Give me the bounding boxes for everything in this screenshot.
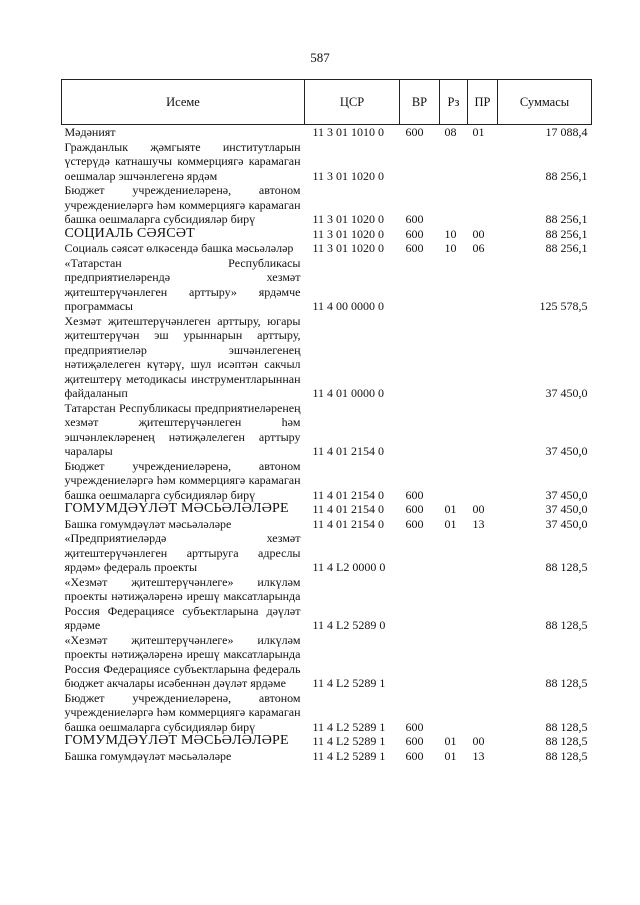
cell-sum: 125 578,5 bbox=[539, 299, 588, 313]
table-row bbox=[62, 227, 592, 242]
header-sum: Суммасы bbox=[498, 80, 592, 125]
cell-rz bbox=[440, 256, 468, 314]
cell-name: Мәдәният bbox=[62, 125, 305, 140]
cell-sum: 17 088,4 bbox=[545, 125, 588, 139]
cell-vr: 600 bbox=[405, 241, 424, 255]
cell-vr: 600 bbox=[405, 748, 424, 763]
cell-pr bbox=[468, 633, 498, 691]
cell-pr: 01 bbox=[472, 125, 485, 139]
cell-csr: 11 3 01 1020 0 bbox=[312, 226, 385, 241]
table-row bbox=[62, 633, 592, 691]
cell-rz: 01 bbox=[444, 516, 457, 531]
table-row bbox=[62, 140, 592, 184]
cell-vr bbox=[400, 531, 440, 575]
header-name: Исеме bbox=[62, 80, 305, 125]
table-row bbox=[62, 314, 592, 401]
cell-name: Бюджет учреждениеләренә, автоном учреждениеләргә һәм коммерциягә карамаган башка оешмаларга субсидияләр бирү bbox=[64, 183, 301, 226]
cell-rz: 01 bbox=[444, 502, 457, 516]
cell-rz: 10 bbox=[444, 226, 457, 241]
cell-vr: 600 bbox=[405, 487, 424, 502]
cell-pr bbox=[468, 256, 498, 314]
cell-pr bbox=[468, 140, 498, 184]
cell-vr bbox=[400, 314, 440, 401]
cell-name: Башка гомумдәүләт мәсьәләләре bbox=[64, 516, 232, 531]
cell-csr: 11 3 01 1010 0 bbox=[312, 125, 385, 139]
cell-csr: 11 4 01 2154 0 bbox=[312, 444, 385, 458]
cell-pr: 06 bbox=[472, 241, 485, 255]
cell-pr bbox=[468, 531, 498, 575]
cell-sum: 88 256,1 bbox=[545, 226, 588, 241]
table-row bbox=[62, 183, 592, 227]
cell-csr: 11 4 01 2154 0 bbox=[312, 487, 385, 502]
cell-sum: 88 128,5 bbox=[545, 719, 588, 734]
table-row bbox=[62, 734, 592, 749]
cell-csr: 11 4 00 0000 0 bbox=[312, 299, 385, 313]
table-row bbox=[62, 241, 592, 256]
cell-rz bbox=[440, 691, 468, 735]
cell-csr: 11 4 01 0000 0 bbox=[312, 386, 385, 400]
header-pr: ПР bbox=[468, 80, 498, 125]
table-row bbox=[62, 125, 592, 140]
cell-name: «Предприятиеләрдә хезмәт җитештерүчәнлеген арттыруга адреслы ярдәм» федераль проекты bbox=[64, 531, 301, 574]
cell-sum: 37 450,0 bbox=[545, 444, 588, 458]
cell-pr bbox=[468, 314, 498, 401]
cell-sum: 88 128,5 bbox=[545, 560, 588, 574]
table-row bbox=[62, 256, 592, 314]
table-row bbox=[62, 575, 592, 633]
cell-pr: 00 bbox=[472, 226, 485, 241]
cell-csr: 11 4 L2 0000 0 bbox=[312, 560, 386, 574]
cell-csr: 11 4 L2 5289 1 bbox=[312, 748, 386, 763]
cell-vr bbox=[400, 401, 440, 459]
cell-name: «Хезмәт җитештерүчәнлеге» илкүләм проекты нәтиҗәләренә ирешү максатларында Россия Федерациясе субъектларына дәүләт ярдәме bbox=[64, 574, 301, 632]
cell-vr bbox=[400, 575, 440, 633]
cell-name: Хезмәт җитештерүчәнлеген арттыру, югары җитештерүчән эш урыннарын арттыру, предприятиеләр эшчәнлегенең нәтиҗәлелеген күтәрү, шул исәптән сакчыл җитештерү методикасы инструментларыннан файдаланып bbox=[64, 313, 301, 400]
cell-rz bbox=[440, 633, 468, 691]
cell-vr: 600 bbox=[405, 502, 424, 516]
cell-vr bbox=[400, 633, 440, 691]
cell-name: Бюджет учреждениеләренә, автоном учреждениеләргә һәм коммерциягә карамаган башка оешмаларга субсидияләр бирү bbox=[64, 690, 301, 734]
cell-name: Башка гомумдәүләт мәсьәләләре bbox=[64, 748, 232, 763]
cell-vr: 600 bbox=[405, 226, 424, 241]
cell-name: ГОМУМДӘҮЛӘТ МӘСЬӘЛӘЛӘРЕ bbox=[64, 501, 289, 516]
cell-vr: 600 bbox=[405, 734, 424, 748]
table-row bbox=[62, 502, 592, 517]
cell-csr: 11 3 01 1020 0 bbox=[312, 212, 385, 226]
cell-pr: 13 bbox=[472, 516, 485, 531]
cell-pr bbox=[468, 691, 498, 735]
cell-sum: 37 450,0 bbox=[545, 516, 588, 531]
cell-name: ГОМУМДӘҮЛӘТ МӘСЬӘЛӘЛӘРЕ bbox=[64, 733, 289, 748]
cell-vr: 600 bbox=[405, 212, 424, 226]
cell-csr: 11 4 L2 5289 1 bbox=[312, 676, 386, 690]
header-csr: ЦСР bbox=[305, 80, 400, 125]
cell-name: Татарстан Республикасы предприятиеләренең хезмәт җитештерүчәнлеген һәм эшчәнлекләренең нәтиҗәлелеген арттыру чаралары bbox=[64, 400, 301, 458]
header-vr: ВР bbox=[400, 80, 440, 125]
cell-csr: 11 4 L2 5289 1 bbox=[312, 734, 386, 748]
cell-csr: 11 3 01 1020 0 bbox=[312, 168, 385, 183]
cell-csr: 11 4 01 2154 0 bbox=[312, 516, 385, 531]
table-row bbox=[62, 691, 592, 735]
budget-table bbox=[61, 79, 592, 763]
cell-rz bbox=[440, 459, 468, 503]
cell-name: Гражданлык җәмгыяте институтларын үстерүдә катнашучы коммерциягә карамаган оешмалар эшчәнлегенә ярдәм bbox=[64, 139, 301, 183]
cell-sum: 88 128,5 bbox=[545, 676, 588, 690]
cell-csr: 11 4 01 2154 0 bbox=[312, 502, 385, 516]
cell-pr bbox=[468, 183, 498, 227]
cell-rz bbox=[440, 531, 468, 575]
table-header-row bbox=[62, 80, 592, 125]
cell-vr bbox=[400, 140, 440, 184]
cell-name: СОЦИАЛЬ СӘЯСӘТ bbox=[64, 225, 195, 241]
cell-name: «Татарстан Республикасы предприятиеләрендә хезмәт җитештерүчәнлеген арттыру» ярдәмче программасы bbox=[64, 255, 301, 313]
cell-name: «Хезмәт җитештерүчәнлеге» илкүләм проекты нәтиҗәләренә ирешү максатларында Россия Федерациясе субъектларына федераль бюджет акчалары исәбеннән дәүләт ярдәме bbox=[64, 632, 301, 690]
cell-sum: 88 128,5 bbox=[545, 618, 588, 632]
cell-rz: 08 bbox=[444, 125, 457, 139]
table-body bbox=[62, 125, 592, 764]
cell-sum: 88 256,1 bbox=[545, 168, 588, 183]
cell-rz: 01 bbox=[444, 748, 457, 763]
cell-rz bbox=[440, 183, 468, 227]
cell-pr: 00 bbox=[472, 502, 485, 516]
cell-pr bbox=[468, 401, 498, 459]
header-rz: Рз bbox=[440, 80, 468, 125]
cell-pr: 00 bbox=[472, 734, 485, 748]
cell-rz bbox=[440, 401, 468, 459]
cell-sum: 88 128,5 bbox=[545, 734, 588, 748]
table-row bbox=[62, 401, 592, 459]
cell-rz: 01 bbox=[444, 734, 457, 748]
cell-name: Бюджет учреждениеләренә, автоном учреждениеләргә һәм коммерциягә карамаган башка оешмаларга субсидияләр бирү bbox=[64, 458, 301, 502]
cell-vr: 600 bbox=[405, 516, 424, 531]
cell-sum: 88 256,1 bbox=[545, 241, 588, 255]
cell-pr bbox=[468, 575, 498, 633]
table-row bbox=[62, 531, 592, 575]
cell-rz bbox=[440, 140, 468, 184]
cell-pr bbox=[468, 459, 498, 503]
table-row bbox=[62, 459, 592, 503]
cell-rz bbox=[440, 314, 468, 401]
table-row bbox=[62, 749, 592, 764]
cell-csr: 11 4 L2 5289 1 bbox=[312, 719, 386, 734]
cell-sum: 88 256,1 bbox=[545, 212, 588, 226]
cell-csr: 11 4 L2 5289 0 bbox=[312, 618, 386, 632]
page-number: 587 bbox=[310, 50, 330, 65]
cell-csr: 11 3 01 1020 0 bbox=[312, 241, 385, 255]
cell-vr: 600 bbox=[405, 125, 424, 139]
cell-sum: 88 128,5 bbox=[545, 748, 588, 763]
cell-pr: 13 bbox=[472, 748, 485, 763]
table-row bbox=[62, 517, 592, 532]
cell-sum: 37 450,0 bbox=[545, 386, 588, 400]
cell-vr bbox=[400, 256, 440, 314]
cell-name: Социаль сәясәт өлкәсендә башка мәсьәләләр bbox=[64, 241, 294, 255]
cell-vr: 600 bbox=[405, 719, 424, 734]
cell-rz: 10 bbox=[444, 241, 457, 255]
cell-rz bbox=[440, 575, 468, 633]
cell-sum: 37 450,0 bbox=[545, 487, 588, 502]
cell-sum: 37 450,0 bbox=[545, 502, 588, 516]
